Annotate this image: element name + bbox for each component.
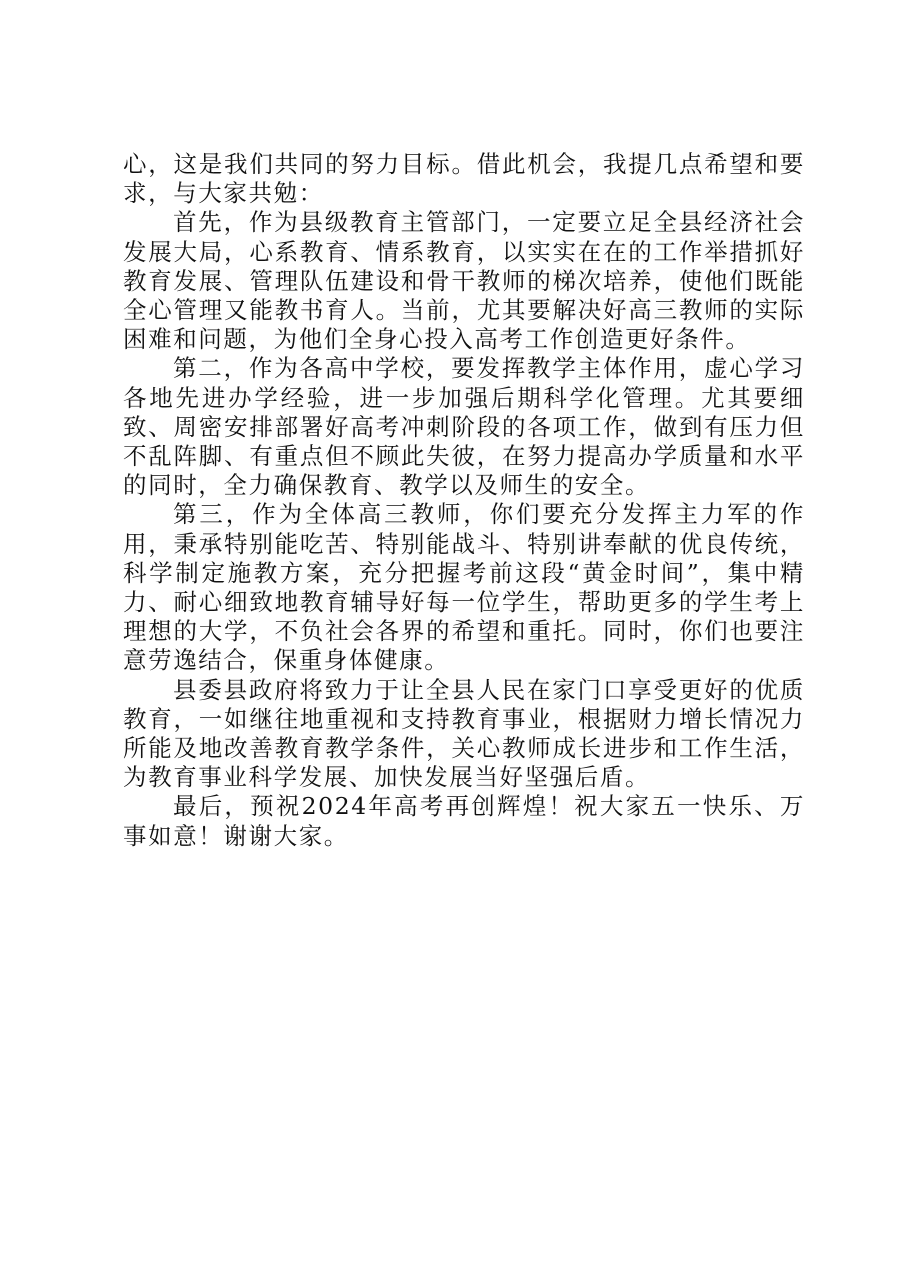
paragraph-government-commitment: 县委县政府将致力于让全县人民在家门口享受更好的优质教育，一如继往地重视和支持教育事业，根据财力增长情况力所能及地改善教育教学条件，关心教师成长进步和工作生活，为教育事业科学发展、加快发展当好坚强后盾。: [123, 675, 805, 792]
paragraph-first-point: 首先，作为县级教育主管部门，一定要立足全县经济社会发展大局，心系教育、情系教育，以实实在在的工作举措抓好教育发展、管理队伍建设和骨干教师的梯次培养，使他们既能全心管理又能教书育人。当前，尤其要解决好高三教师的实际困难和问题，为他们全身心投入高考工作创造更好条件。: [123, 208, 805, 354]
paragraph-third-point: 第三，作为全体高三教师，你们要充分发挥主力军的作用，秉承特别能吃苦、特别能战斗、特别讲奉献的优良传统，科学制定施教方案，充分把握考前这段“黄金时间”，集中精力、耐心细致地教育辅导好每一位学生，帮助更多的学生考上理想的大学，不负社会各界的希望和重托。同时，你们也要注意劳逸结合，保重身体健康。: [123, 500, 805, 675]
paragraph-second-point: 第二，作为各高中学校，要发挥教学主体作用，虚心学习各地先进办学经验，进一步加强后期科学化管理。尤其要细致、周密安排部署好高考冲刺阶段的各项工作，做到有压力但不乱阵脚、有重点但不顾此失彼，在努力提高办学质量和水平的同时，全力确保教育、教学以及师生的安全。: [123, 354, 805, 500]
document-body: [123, 150, 805, 851]
paragraph-continuation: 心，这是我们共同的努力目标。借此机会，我提几点希望和要求，与大家共勉：: [123, 150, 805, 208]
paragraph-closing: 最后，预祝2024年高考再创辉煌！祝大家五一快乐、万事如意！谢谢大家。: [123, 792, 805, 850]
